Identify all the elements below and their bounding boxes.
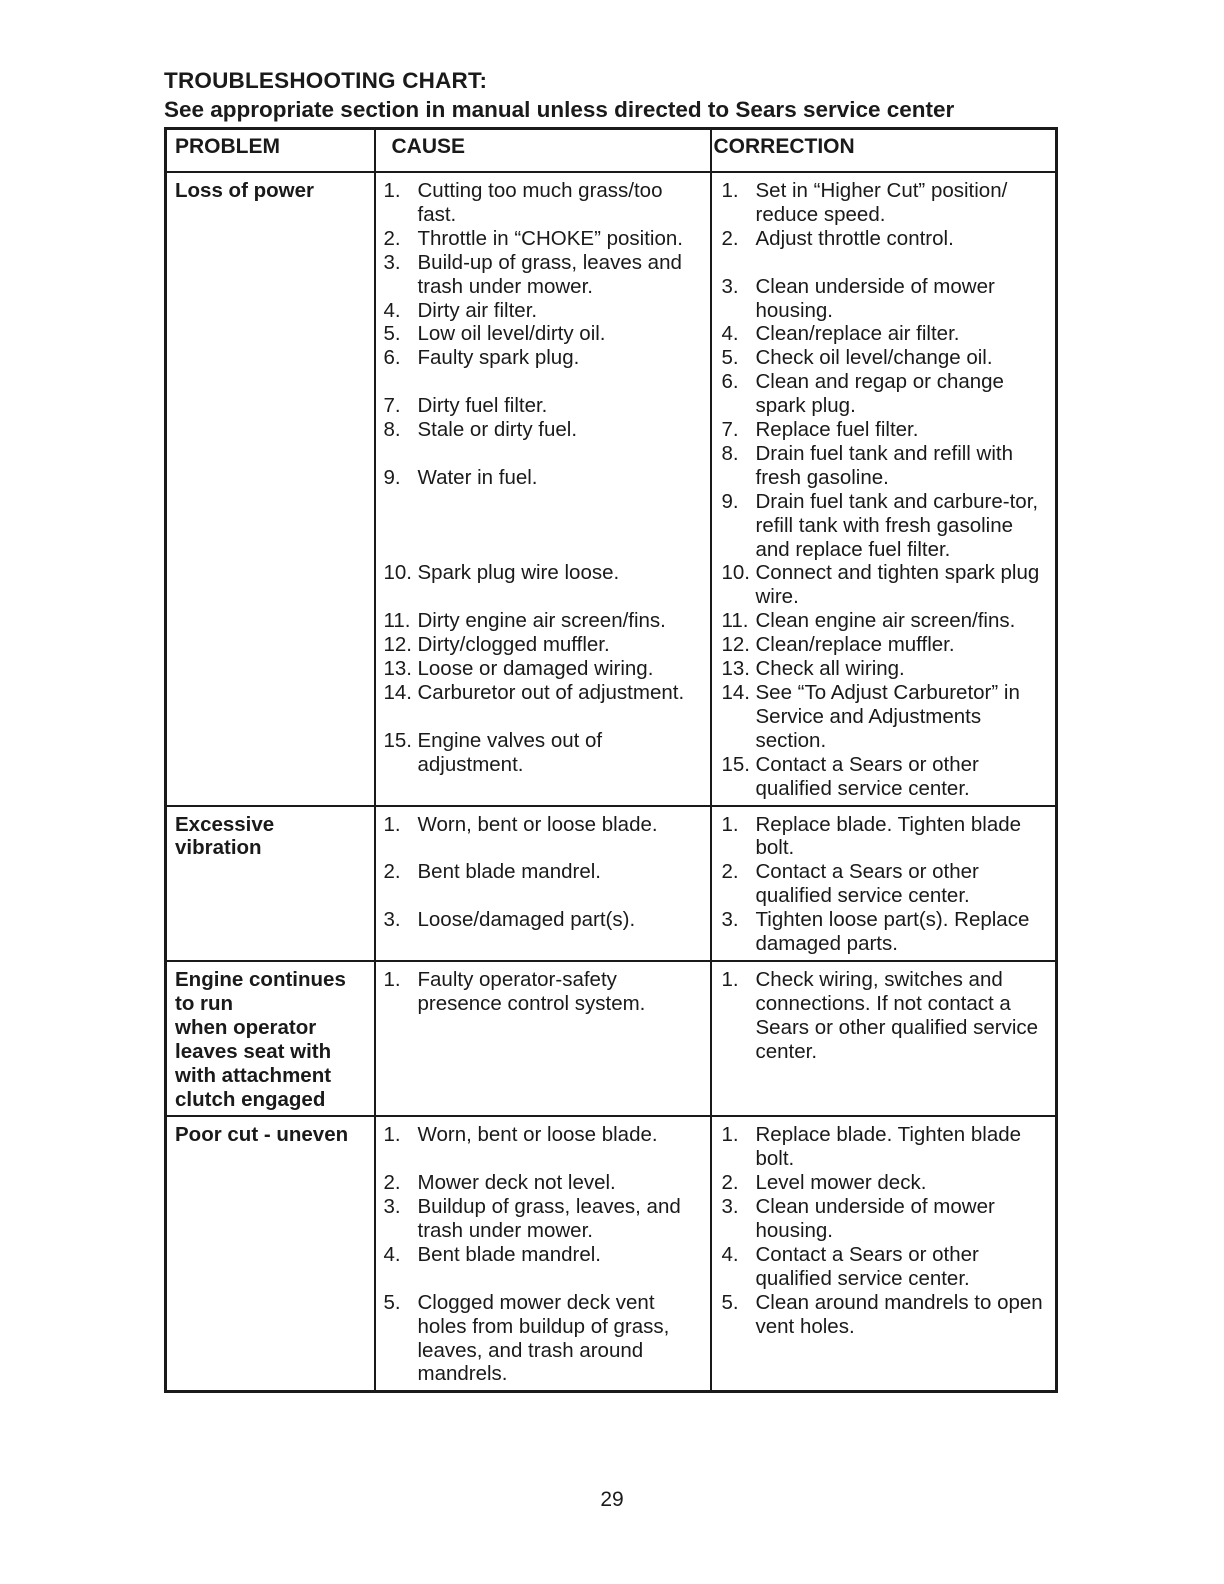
table-row	[166, 1116, 1057, 1391]
item-number: 4.	[721, 1242, 739, 1266]
problem-line: Engine continues	[175, 967, 346, 991]
item-number: 1.	[383, 812, 401, 836]
item-text: Mower deck not level.	[417, 1171, 616, 1195]
item-text: Dirty engine air screen/fins.	[417, 609, 666, 633]
item-number: 4.	[383, 298, 401, 322]
item-number: 7.	[383, 394, 401, 418]
correction-item	[722, 227, 1052, 251]
item-number: 3.	[383, 1195, 401, 1219]
cause-item	[384, 908, 706, 932]
problem-cell	[166, 1116, 375, 1391]
item-number: 13.	[721, 657, 750, 681]
cause-item	[384, 1171, 706, 1195]
item-text: Adjust throttle control.	[755, 226, 954, 250]
item-number: 1.	[383, 967, 401, 991]
item-text: Worn, bent or loose blade.	[417, 1123, 658, 1147]
problem-line: to run	[175, 991, 234, 1015]
item-text: Check all wiring.	[755, 657, 905, 681]
item-text: See “To Adjust Carburetor” in Service and Adjustments section.	[755, 681, 1020, 752]
cause-item	[384, 1243, 706, 1267]
correction-item	[722, 1291, 1052, 1339]
item-number: 5.	[721, 1290, 739, 1314]
item-number: 4.	[721, 322, 739, 346]
item-text: Dirty/clogged muffler.	[417, 633, 610, 657]
problem-cell	[166, 806, 375, 961]
cause-item	[384, 299, 706, 323]
item-text: Dirty fuel filter.	[417, 394, 548, 418]
item-text: Loose or damaged wiring.	[417, 657, 654, 681]
item-number: 7.	[721, 418, 739, 442]
item-text: Clean engine air screen/fins.	[755, 609, 1016, 633]
item-text: Spark plug wire loose.	[417, 561, 620, 585]
correction-item	[722, 681, 1052, 753]
item-number: 15.	[383, 728, 412, 752]
problem-line: Excessive	[175, 812, 275, 836]
correction-item	[722, 370, 1052, 418]
item-number: 14.	[383, 680, 412, 704]
item-text: Faulty spark plug.	[417, 346, 580, 370]
cause-item	[384, 860, 706, 884]
item-text: Replace fuel filter.	[755, 418, 919, 442]
item-text: Clean/replace air filter.	[755, 322, 960, 346]
item-number: 1.	[383, 1123, 401, 1147]
item-number: 2.	[383, 226, 401, 250]
item-number: 5.	[383, 1290, 401, 1314]
item-text: Carburetor out of adjustment.	[417, 680, 685, 704]
item-number: 2.	[721, 226, 739, 250]
item-number: 2.	[721, 860, 739, 884]
item-text: Drain fuel tank and refill with fresh gasoline.	[755, 441, 1014, 489]
cause-item	[384, 1123, 706, 1147]
item-text: Bent blade mandrel.	[417, 1242, 601, 1266]
cause-column-header: CAUSE	[375, 129, 711, 173]
item-number: 1.	[383, 179, 401, 202]
item-number: 1.	[721, 812, 739, 836]
correction-item	[722, 1123, 1052, 1171]
problem-line: with attachment	[175, 1063, 332, 1087]
item-text: Contact a Sears or other qualified service center.	[755, 752, 979, 800]
item-text: Loose/damaged part(s).	[417, 908, 636, 932]
chart-title: TROUBLESHOOTING CHART:	[164, 68, 488, 93]
cause-cell	[375, 806, 711, 961]
cause-item	[384, 179, 706, 227]
item-number: 10.	[721, 561, 750, 585]
item-number: 9.	[721, 489, 739, 513]
item-text: Low oil level/dirty oil.	[417, 322, 606, 346]
item-number: 3.	[383, 908, 401, 932]
table-row	[166, 172, 1057, 806]
correction-item	[722, 753, 1052, 801]
correction-cell	[711, 806, 1057, 961]
item-text: Contact a Sears or other qualified service center.	[755, 1242, 979, 1290]
correction-item	[722, 322, 1052, 346]
correction-item	[722, 860, 1052, 908]
problem-cell	[166, 961, 375, 1116]
cause-item	[384, 1291, 706, 1387]
item-text: Clean underside of mower housing.	[755, 1195, 995, 1243]
item-text: Level mower deck.	[755, 1171, 927, 1195]
correction-item	[722, 1195, 1052, 1243]
cause-item	[384, 681, 706, 705]
correction-item	[722, 1243, 1052, 1291]
item-number: 3.	[383, 250, 401, 274]
item-text: Dirty air filter.	[417, 298, 538, 322]
item-text: Replace blade. Tighten blade bolt.	[755, 1123, 1022, 1171]
item-text: Set in “Higher Cut” position/ reduce speed.	[755, 179, 1008, 226]
item-text: Worn, bent or loose blade.	[417, 812, 658, 836]
cause-item	[384, 968, 706, 1016]
problem-cell	[166, 172, 375, 806]
cause-cell	[375, 961, 711, 1116]
correction-item	[722, 813, 1052, 861]
item-number: 11.	[721, 609, 749, 633]
cause-item	[384, 561, 706, 585]
item-number: 12.	[383, 633, 412, 657]
item-text: Clogged mower deck vent holes from buildup of grass, leaves, and trash around mandrels.	[417, 1290, 670, 1386]
item-number: 3.	[721, 908, 739, 932]
item-text: Water in fuel.	[417, 465, 538, 489]
item-text: Check wiring, switches and connections. If not contact a Sears or other qualified service center.	[755, 967, 1039, 1063]
cause-item	[384, 227, 706, 251]
correction-item	[722, 1171, 1052, 1195]
item-text: Clean around mandrels to open vent holes.	[755, 1290, 1043, 1338]
item-text: Tighten loose part(s). Replace damaged parts.	[755, 908, 1030, 956]
cause-cell	[375, 172, 711, 806]
item-number: 8.	[383, 418, 401, 442]
item-text: Check oil level/change oil.	[755, 346, 993, 370]
troubleshooting-table	[164, 127, 1058, 1393]
cause-cell	[375, 1116, 711, 1391]
item-number: 11.	[383, 609, 411, 633]
table-header-row	[166, 129, 1057, 173]
item-text: Faulty operator-safety presence control system.	[417, 967, 646, 1015]
correction-item	[722, 657, 1052, 681]
correction-cell	[711, 1116, 1057, 1391]
correction-item	[722, 442, 1052, 490]
item-number: 15.	[721, 752, 750, 776]
correction-item	[722, 908, 1052, 956]
cause-item	[384, 466, 706, 490]
problem-column-header: PROBLEM	[166, 129, 375, 173]
item-text: Buildup of grass, leaves, and trash under mower.	[417, 1195, 681, 1243]
cause-item	[384, 418, 706, 442]
table-row	[166, 806, 1057, 961]
item-number: 12.	[721, 633, 750, 657]
item-text: Cutting too much grass/too fast.	[417, 179, 663, 226]
item-text: Clean/replace muffler.	[755, 633, 955, 657]
correction-item	[722, 275, 1052, 323]
cause-item	[384, 729, 706, 777]
chart-heading	[164, 66, 1064, 124]
problem-line: Poor cut - uneven	[175, 1123, 349, 1147]
item-text: Bent blade mandrel.	[417, 860, 601, 884]
item-text: Contact a Sears or other qualified service center.	[755, 860, 979, 908]
item-number: 3.	[721, 274, 739, 298]
item-number: 3.	[721, 1195, 739, 1219]
cause-item	[384, 251, 706, 299]
cause-item	[384, 346, 706, 370]
cause-item	[384, 322, 706, 346]
item-number: 4.	[383, 1242, 401, 1266]
item-text: Throttle in “CHOKE” position.	[417, 226, 683, 250]
problem-line: when operator	[175, 1015, 317, 1039]
cause-item	[384, 609, 706, 633]
item-number: 2.	[721, 1171, 739, 1195]
item-number: 6.	[721, 370, 739, 394]
item-text: Clean underside of mower housing.	[755, 274, 995, 322]
cause-item	[384, 657, 706, 681]
item-number: 1.	[721, 1123, 739, 1147]
item-number: 5.	[721, 346, 739, 370]
correction-column-header: CORRECTION	[711, 129, 1057, 173]
cause-item	[384, 813, 706, 837]
correction-item	[722, 609, 1052, 633]
cause-item	[384, 394, 706, 418]
problem-line: leaves seat with	[175, 1039, 332, 1063]
cause-item	[384, 1195, 706, 1243]
item-text: Clean and regap or change spark plug.	[755, 370, 1004, 418]
item-number: 1.	[721, 967, 739, 991]
page-number: 29	[600, 1488, 624, 1511]
item-text: Build-up of grass, leaves and trash under mower.	[417, 250, 682, 298]
correction-item	[722, 561, 1052, 609]
item-text: Replace blade. Tighten blade bolt.	[755, 812, 1022, 860]
item-number: 1.	[721, 179, 739, 202]
item-number: 10.	[383, 561, 412, 585]
item-number: 8.	[721, 441, 739, 465]
item-number: 2.	[383, 860, 401, 884]
correction-item	[722, 968, 1052, 1064]
correction-item	[722, 490, 1052, 562]
problem-line: clutch engaged	[175, 1087, 326, 1111]
item-text: Stale or dirty fuel.	[417, 418, 578, 442]
correction-item	[722, 346, 1052, 370]
cause-item	[384, 633, 706, 657]
item-number: 5.	[383, 322, 401, 346]
correction-item	[722, 418, 1052, 442]
correction-item	[722, 633, 1052, 657]
item-text: Drain fuel tank and carbure-tor, refill tank with fresh gasoline and replace fuel filter.	[755, 489, 1039, 561]
problem-line: vibration	[175, 836, 262, 860]
item-number: 6.	[383, 346, 401, 370]
chart-subtitle: See appropriate section in manual unless directed to Sears service center	[164, 97, 955, 122]
problem-line: Loss of power	[175, 179, 314, 202]
item-number: 9.	[383, 465, 401, 489]
item-number: 13.	[383, 657, 412, 681]
correction-cell	[711, 961, 1057, 1116]
table-row	[166, 961, 1057, 1116]
item-number: 14.	[721, 681, 750, 705]
item-number: 2.	[383, 1171, 401, 1195]
item-text: Engine valves out of adjustment.	[417, 728, 603, 776]
item-text: Connect and tighten spark plug wire.	[755, 561, 1040, 609]
correction-cell	[711, 172, 1057, 806]
correction-item	[722, 179, 1052, 227]
